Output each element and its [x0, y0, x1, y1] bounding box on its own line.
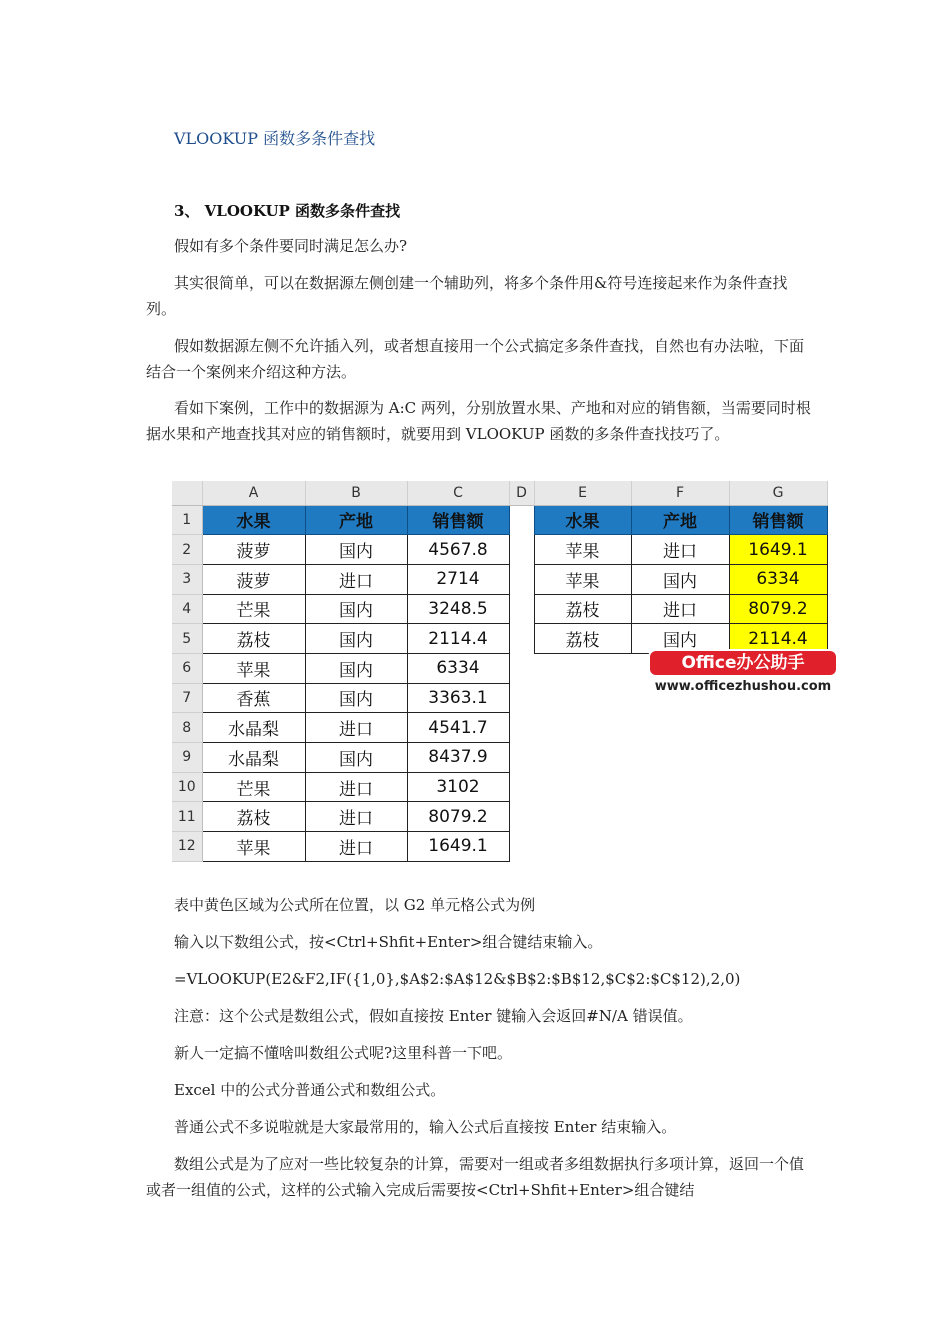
- document-title-link[interactable]: VLOOKUP 函数多条件查找: [174, 129, 376, 148]
- table-row: [172, 505, 827, 535]
- cell: 国内: [631, 624, 729, 654]
- cell: 进口: [305, 832, 407, 862]
- row-number: 10: [172, 772, 202, 802]
- cell: 进口: [305, 802, 407, 832]
- header-cell: 水果: [202, 505, 305, 535]
- row-number: 6: [172, 653, 202, 683]
- cell: 苹果: [202, 832, 305, 862]
- header-cell: 水果: [534, 505, 631, 535]
- table-row: [172, 802, 827, 832]
- cell: 进口: [305, 772, 407, 802]
- paragraph: 普通公式不多说啦就是大家最常用的，输入公式后直接按 Enter 结束输入。: [174, 1118, 677, 1136]
- cell: 国内: [305, 743, 407, 773]
- table-row: [172, 564, 827, 594]
- paragraph: 注意：这个公式是数组公式，假如直接按 Enter 键输入会返回#N/A 错误值。: [174, 1007, 693, 1025]
- paragraph: 新人一定搞不懂啥叫数组公式呢?这里科普一下吧。: [174, 1044, 513, 1062]
- column-header: C: [407, 481, 509, 505]
- brand-url: www.officezhushou.com: [654, 679, 832, 694]
- cell: 8079.2: [407, 802, 509, 832]
- cell: 2714: [407, 564, 509, 594]
- empty-cell: [509, 832, 827, 862]
- row-number: 3: [172, 564, 202, 594]
- cell: 2114.4: [407, 624, 509, 654]
- cell: 进口: [305, 564, 407, 594]
- cell: 芒果: [202, 772, 305, 802]
- table-row: [172, 743, 827, 773]
- column-header: F: [631, 481, 729, 505]
- column-header: G: [729, 481, 827, 505]
- row-number: 2: [172, 535, 202, 565]
- empty-cell: [509, 564, 534, 594]
- column-header: D: [509, 481, 534, 505]
- table-row: [172, 772, 827, 802]
- paragraph: Excel 中的公式分普通公式和数组公式。: [174, 1081, 446, 1099]
- cell: 4567.8: [407, 535, 509, 565]
- cell: 水晶梨: [202, 713, 305, 743]
- cell: 3102: [407, 772, 509, 802]
- cell: 3248.5: [407, 594, 509, 624]
- row-number: 9: [172, 743, 202, 773]
- cell: 荔枝: [534, 624, 631, 654]
- cell: 苹果: [534, 564, 631, 594]
- row-number: 5: [172, 624, 202, 654]
- column-header: A: [202, 481, 305, 505]
- paragraph: 假如数据源左侧不允许插入列，或者想直接用一个公式搞定多条件查找，自然也有办法啦，下面结合一个案例来介绍这种方法。: [146, 337, 805, 381]
- cell: 国内: [305, 624, 407, 654]
- brand-logo: Office办公助手: [650, 651, 836, 675]
- empty-cell: [509, 624, 534, 654]
- row-number: 4: [172, 594, 202, 624]
- cell: 香蕉: [202, 683, 305, 713]
- spreadsheet-image: [172, 481, 844, 867]
- cell: 芒果: [202, 594, 305, 624]
- table-row: [172, 713, 827, 743]
- empty-cell: [509, 772, 827, 802]
- row-number: 1: [172, 505, 202, 535]
- row-number: 8: [172, 713, 202, 743]
- cell: 荔枝: [202, 624, 305, 654]
- formula-cell: 2114.4: [729, 624, 827, 654]
- paragraph: 其实很简单，可以在数据源左侧创建一个辅助列，将多个条件用&符号连接起来作为条件查找列。: [146, 274, 788, 318]
- cell: 进口: [631, 535, 729, 565]
- cell: 国内: [305, 535, 407, 565]
- column-header-row: [172, 481, 827, 505]
- cell: 水晶梨: [202, 743, 305, 773]
- cell: 进口: [305, 713, 407, 743]
- row-number: 7: [172, 683, 202, 713]
- section-heading: 3、 VLOOKUP 函数多条件查找: [174, 202, 401, 220]
- cell: 国内: [631, 564, 729, 594]
- cell: 3363.1: [407, 683, 509, 713]
- cell: 6334: [407, 653, 509, 683]
- cell: 国内: [305, 594, 407, 624]
- cell: 荔枝: [202, 802, 305, 832]
- table-row: [172, 832, 827, 862]
- column-header: E: [534, 481, 631, 505]
- empty-cell: [509, 535, 534, 565]
- paragraph: 看如下案例，工作中的数据源为 A:C 两列，分别放置水果、产地和对应的销售额，当需要同时根据水果和产地查找其对应的销售额时，就要用到 VLOOKUP 函数的多条件查找技巧了。: [146, 399, 811, 443]
- cell: 8437.9: [407, 743, 509, 773]
- table-row: [172, 594, 827, 624]
- cell: 国内: [305, 683, 407, 713]
- header-cell: 产地: [305, 505, 407, 535]
- cell: 菠萝: [202, 535, 305, 565]
- cell: 苹果: [534, 535, 631, 565]
- empty-cell: [509, 505, 534, 535]
- cell: 国内: [305, 653, 407, 683]
- formula-cell: 1649.1: [729, 535, 827, 565]
- cell: 荔枝: [534, 594, 631, 624]
- row-number: 12: [172, 832, 202, 862]
- table-row: [172, 624, 827, 654]
- header-cell: 销售额: [729, 505, 827, 535]
- empty-cell: [509, 713, 827, 743]
- paragraph: 表中黄色区域为公式所在位置，以 G2 单元格公式为例: [174, 896, 536, 914]
- formula-cell: 6334: [729, 564, 827, 594]
- cell: 菠萝: [202, 564, 305, 594]
- header-cell: 销售额: [407, 505, 509, 535]
- empty-cell: [509, 743, 827, 773]
- cell: 4541.7: [407, 713, 509, 743]
- paragraph: 输入以下数组公式，按<Ctrl+Shfit+Enter>组合键结束输入。: [174, 933, 603, 951]
- select-all-corner: [172, 481, 202, 505]
- formula-cell: 8079.2: [729, 594, 827, 624]
- empty-cell: [509, 594, 534, 624]
- cell: 进口: [631, 594, 729, 624]
- table-row: [172, 535, 827, 565]
- column-header: B: [305, 481, 407, 505]
- header-cell: 产地: [631, 505, 729, 535]
- paragraph: 数组公式是为了应对一些比较复杂的计算，需要对一组或者多组数据执行多项计算，返回一个值或者一组值的公式，这样的公式输入完成后需要按<Ctrl+Shfit+Enter>组合键结: [146, 1155, 805, 1199]
- empty-cell: [509, 802, 827, 832]
- cell: 1649.1: [407, 832, 509, 862]
- row-number: 11: [172, 802, 202, 832]
- paragraph: 假如有多个条件要同时满足怎么办?: [174, 237, 408, 255]
- cell: 苹果: [202, 653, 305, 683]
- formula-text: =VLOOKUP(E2&F2,IF({1,0},$A$2:$A$12&$B$2:$B$12,$C$2:$C$12),2,0): [174, 970, 741, 988]
